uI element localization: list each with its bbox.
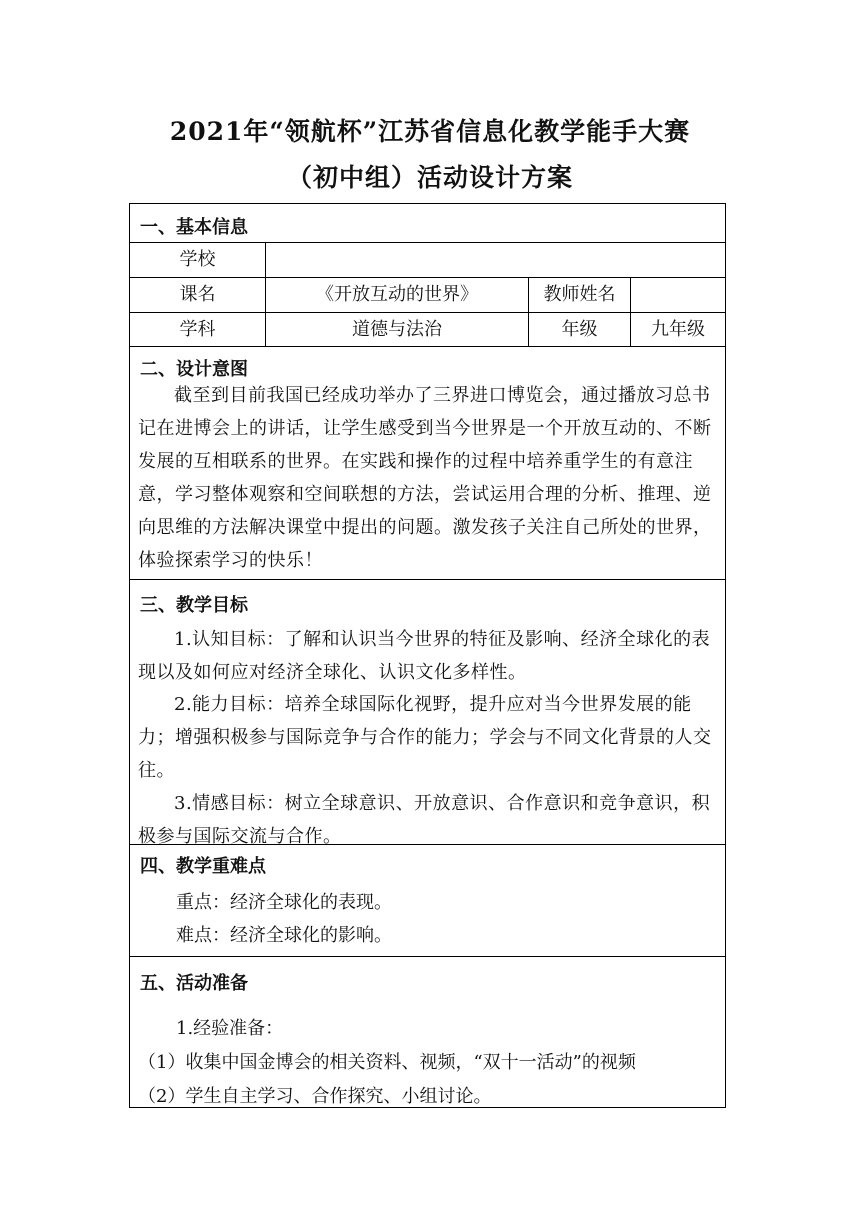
goal-cognitive: 1.认知目标：了解和认识当今世界的特征及影响、经济全球化的表现以及如何应对经济全球化、认识文化多样性。: [138, 629, 711, 683]
row-divider: [130, 956, 725, 957]
design-intent-text: 截至到目前我国已经成功举办了三界进口博览会，通过播放习总书记在进博会上的讲话，让学生感受到当今世界是一个开放互动的、不断发展的互相联系的世界。在实践和操作的过程中培养重学生的有意注意，学习整体观察和空间联想的方法，尝试运用合理的分析、推理、逆向思维的方法解决课堂中提出的问题。激发孩子关注自己所处的世界，体验探索学习的快乐！: [138, 385, 712, 571]
teacher-label: 教师姓名: [543, 284, 616, 305]
row-divider: [130, 579, 725, 580]
course-value: 《开放互动的世界》: [316, 284, 478, 305]
grade-label: 年级: [561, 319, 598, 340]
goal-ability: 2.能力目标：培养全球国际化视野，提升应对当今世界发展的能力；增强积极参与国际竞争与合作的能力；学会与不同文化背景的人交往。: [138, 694, 712, 781]
goal-emotion: 3.情感目标：树立全球意识、开放意识、合作意识和竞争意识，积极参与国际交流与合作。: [138, 793, 711, 847]
subject-label: 学科: [179, 319, 216, 340]
document-title: 2021年“领航杯”江苏省信息化教学能手大赛: [169, 117, 691, 146]
school-label: 学校: [179, 249, 216, 270]
prep-item: （1）收集中国金博会的相关资料、视频，“双十一活动”的视频: [138, 1052, 636, 1073]
grade-value: 九年级: [651, 319, 705, 340]
prep-sub-heading: 1.经验准备：: [176, 1018, 284, 1039]
section-heading-keypoints: 四、教学重难点: [140, 856, 266, 877]
section-heading-prep: 五、活动准备: [140, 973, 248, 994]
document-subtitle: （初中组）活动设计方案: [286, 163, 573, 192]
key-difficulty: 难点：经济全球化的影响。: [176, 925, 392, 946]
section-heading-design: 二、设计意图: [140, 359, 248, 380]
section-heading-basic: 一、基本信息: [140, 217, 248, 238]
school-value: [266, 243, 725, 277]
teacher-value: [631, 278, 725, 312]
plan-table: [129, 203, 726, 1108]
subject-value: 道德与法治: [352, 319, 442, 340]
prep-item: （2）学生自主学习、合作探究、小组讨论。: [138, 1086, 492, 1107]
course-label: 课名: [179, 284, 216, 305]
section-heading-goals: 三、教学目标: [140, 595, 248, 616]
key-focus: 重点：经济全球化的表现。: [176, 892, 392, 913]
